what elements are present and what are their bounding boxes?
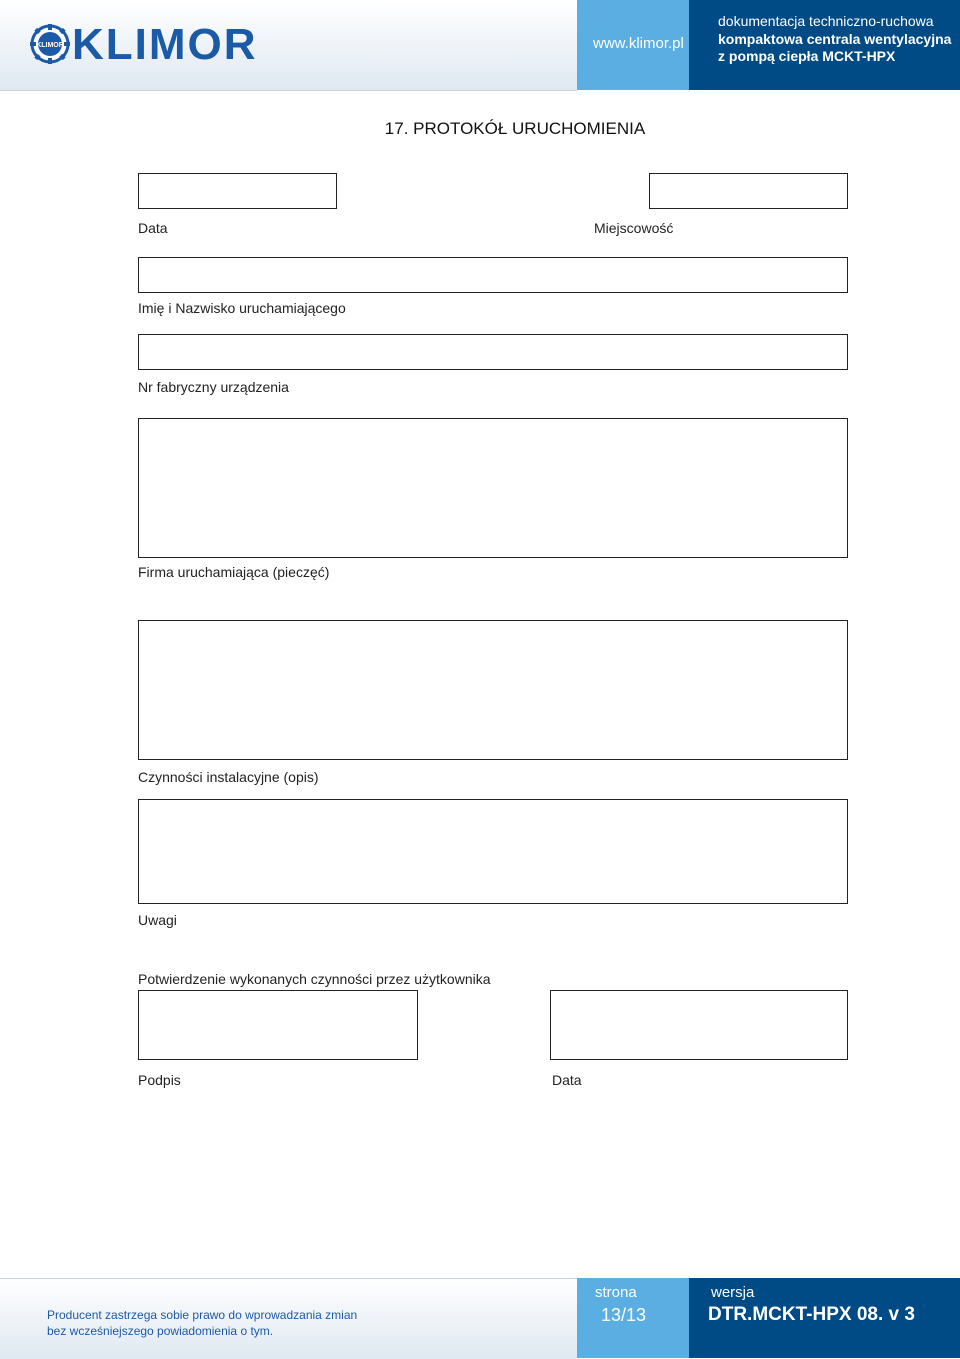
signature-field[interactable] (138, 990, 418, 1060)
date-field[interactable] (138, 173, 337, 209)
site-url-link[interactable]: www.klimor.pl (593, 35, 684, 52)
confirmation-label: Potwierdzenie wykonanych czynności przez użytkownika (138, 971, 491, 987)
logo-wordmark: KLIMOR (72, 20, 258, 69)
footer-note-line1: Producent zastrzega sobie prawo do wprowadzania zmian (47, 1308, 358, 1322)
name-field[interactable] (138, 257, 848, 293)
logo-badge-text: KLIMOR (36, 42, 64, 49)
date-label: Data (138, 220, 168, 236)
serial-number-label: Nr fabryczny urządzenia (138, 379, 289, 395)
remarks-field[interactable] (138, 799, 848, 904)
company-stamp-field[interactable] (138, 418, 848, 558)
company-stamp-label: Firma uruchamiająca (pieczęć) (138, 564, 330, 580)
signature-label: Podpis (138, 1072, 181, 1088)
footer-note-line2: bez wcześniejszego powiadomienia o tym. (47, 1324, 274, 1338)
product-name-line1: kompaktowa centrala wentylacyjna (718, 31, 952, 47)
product-name-line2: z pompą ciepła MCKT-HPX (718, 48, 896, 64)
place-label: Miejscowość (594, 220, 674, 236)
gear-icon (30, 24, 70, 64)
version-label: wersja (711, 1284, 755, 1301)
place-field[interactable] (649, 173, 848, 209)
activities-label: Czynności instalacyjne (opis) (138, 769, 319, 785)
version-value: DTR.MCKT-HPX 08. v 3 (708, 1304, 915, 1325)
doc-type: dokumentacja techniczno-ruchowa (718, 13, 934, 29)
remarks-label: Uwagi (138, 912, 177, 928)
signature-date-label: Data (552, 1072, 582, 1088)
page-title: 17. PROTOKÓŁ URUCHOMIENIA (384, 119, 646, 138)
signature-date-field[interactable] (550, 990, 848, 1060)
serial-number-field[interactable] (138, 334, 848, 370)
page-number: 13/13 (601, 1305, 647, 1325)
page-label: strona (595, 1284, 637, 1301)
activities-field[interactable] (138, 620, 848, 760)
klimor-logo (30, 20, 290, 69)
name-label: Imię i Nazwisko uruchamiającego (138, 300, 346, 316)
